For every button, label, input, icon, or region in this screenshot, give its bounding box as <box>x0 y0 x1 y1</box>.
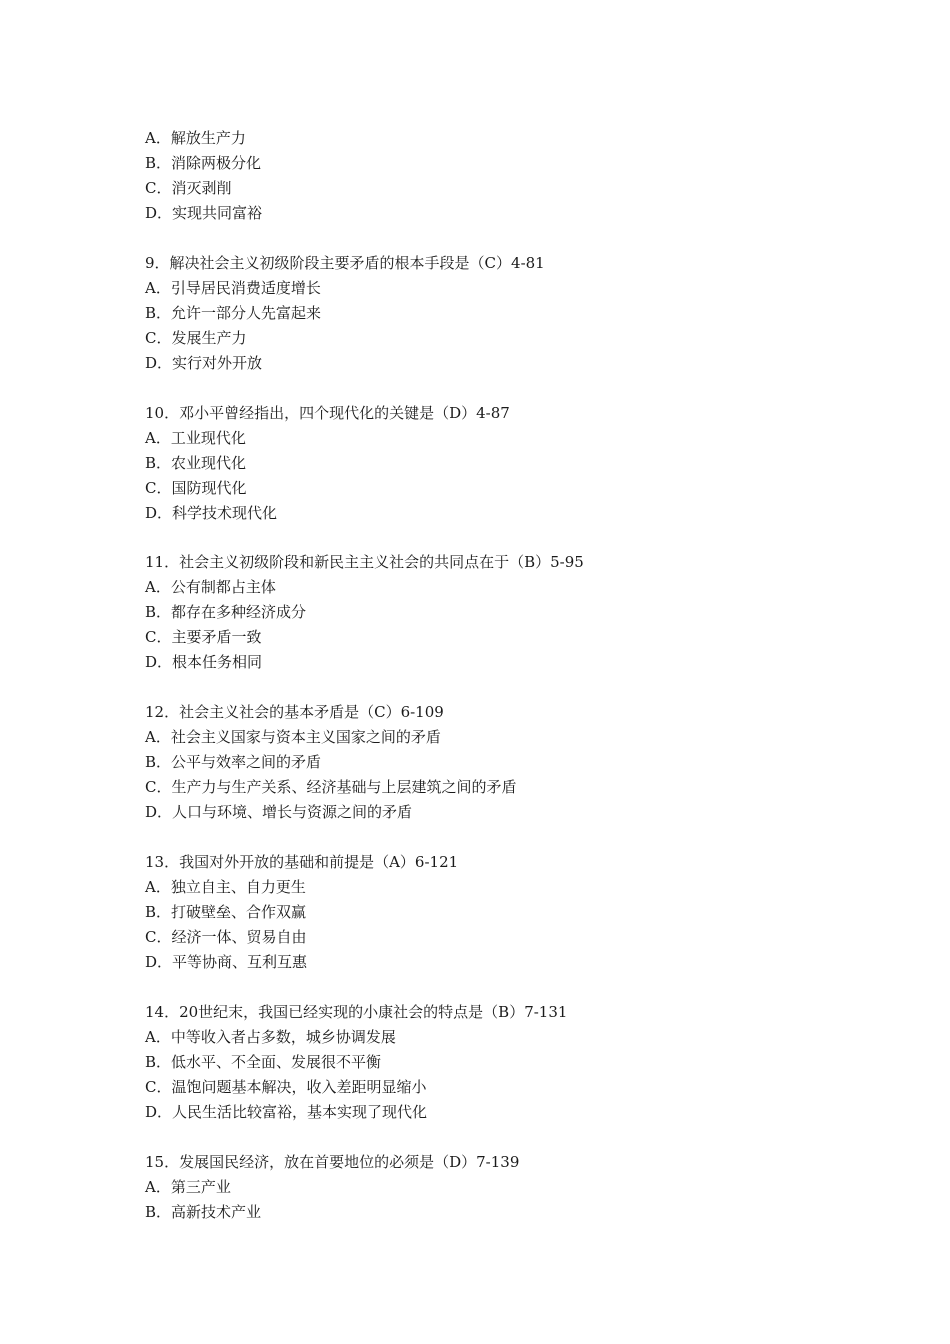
option: A．中等收入者占多数，城乡协调发展 <box>145 1027 396 1046</box>
spacer <box>145 975 905 1000</box>
question-stem: 10．邓小平曾经指出，四个现代化的关键是（D）4-87 <box>145 403 510 422</box>
spacer <box>145 226 905 251</box>
question-block <box>145 1150 905 1225</box>
question-stem: 9．解决社会主义初级阶段主要矛盾的根本手段是（C）4-81 <box>145 253 545 272</box>
option: D．人口与环境、增长与资源之间的矛盾 <box>145 803 413 822</box>
question-block <box>145 1000 905 1125</box>
option: D．科学技术现代化 <box>145 503 278 522</box>
question-block <box>145 126 905 226</box>
option: C．温饱问题基本解决，收入差距明显缩小 <box>145 1077 427 1096</box>
option: D．平等协商、互利互惠 <box>145 952 308 971</box>
question-block <box>145 251 905 376</box>
question-block <box>145 850 905 975</box>
option: D．实现共同富裕 <box>145 204 263 222</box>
option: C．经济一体、贸易自由 <box>145 927 307 946</box>
option: C．消灭剥削 <box>145 179 232 197</box>
option: A．社会主义国家与资本主义国家之间的矛盾 <box>145 728 441 747</box>
option: A．引导居民消费适度增长 <box>145 278 321 297</box>
option: B．公平与效率之间的矛盾 <box>145 753 322 772</box>
spacer <box>145 675 905 700</box>
option: B．农业现代化 <box>145 453 247 472</box>
question-block <box>145 700 905 825</box>
option: D．根本任务相同 <box>145 653 263 672</box>
spacer <box>145 825 905 850</box>
question-stem: 14．20世纪末，我国已经实现的小康社会的特点是（B）7-131 <box>145 1002 568 1021</box>
option: C．生产力与生产关系、经济基础与上层建筑之间的矛盾 <box>145 778 517 797</box>
spacer <box>145 376 905 401</box>
question-block <box>145 550 905 675</box>
option: B．低水平、不全面、发展很不平衡 <box>145 1052 382 1071</box>
question-block <box>145 401 905 526</box>
option: B．消除两极分化 <box>145 154 262 172</box>
option: D．实行对外开放 <box>145 353 263 372</box>
option: B．打破壁垒、合作双赢 <box>145 902 307 921</box>
spacer <box>145 526 905 551</box>
option: D．人民生活比较富裕，基本实现了现代化 <box>145 1102 428 1121</box>
document-page <box>145 126 905 1225</box>
option: B．都存在多种经济成分 <box>145 603 307 622</box>
question-stem: 11．社会主义初级阶段和新民主主义社会的共同点在于（B）5-95 <box>145 553 584 572</box>
option: C．主要矛盾一致 <box>145 628 262 647</box>
option: C．国防现代化 <box>145 478 247 497</box>
option: A．公有制都占主体 <box>145 578 276 597</box>
question-stem: 12．社会主义社会的基本矛盾是（C）6-109 <box>145 703 444 722</box>
spacer <box>145 1125 905 1150</box>
option: B．高新技术产业 <box>145 1202 262 1221</box>
option: B．允许一部分人先富起来 <box>145 303 322 322</box>
option: A．解放生产力 <box>145 129 246 147</box>
option: A．工业现代化 <box>145 428 246 447</box>
question-stem: 13．我国对外开放的基础和前提是（A）6-121 <box>145 852 459 871</box>
option: C．发展生产力 <box>145 328 247 347</box>
option: A．第三产业 <box>145 1177 231 1196</box>
question-stem: 15．发展国民经济，放在首要地位的必须是（D）7-139 <box>145 1152 520 1171</box>
option: A．独立自主、自力更生 <box>145 877 306 896</box>
